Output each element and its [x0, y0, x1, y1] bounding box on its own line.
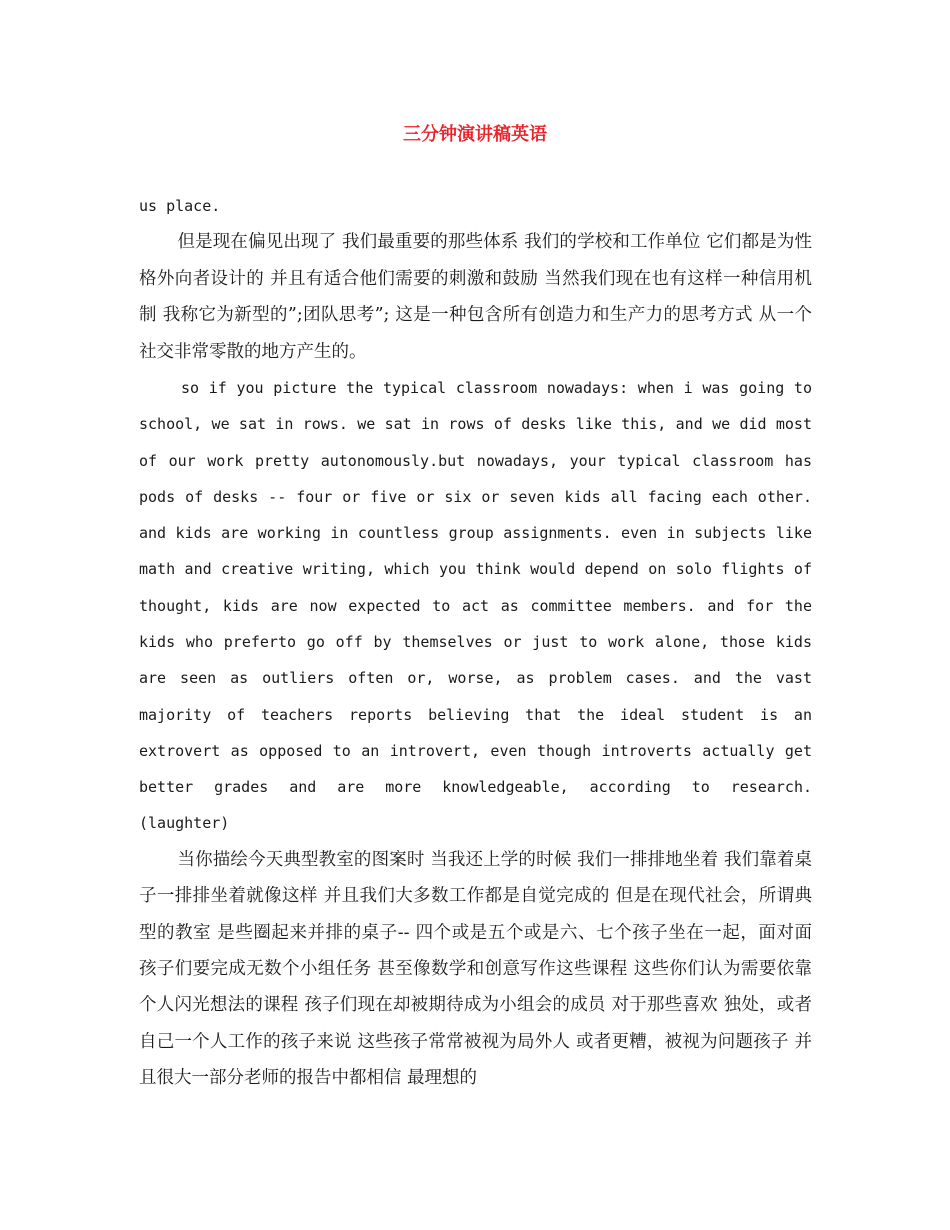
document-title: 三分钟演讲稿英语	[403, 124, 547, 145]
document-body	[139, 188, 812, 1097]
paragraph-english-1: so if you picture the typical classroom nowadays: when i was going to school, we sat in rows. we sat in rows of desks like this, and we did most of our work pretty autonomously.but nowadays, your typical classroom has pods of desks -- four or five or six or seven kids all facing each other. and kids are working in countless group assignments. even in subjects like math and creative writing, which you think would depend on solo flights of thought, kids are now expected to act as committee members. and for the kids who preferto go off by themselves or just to work alone, those kids are seen as outliers often or, worse, as problem cases. and the vast majority of teachers reports believing that the ideal student is an extrovert as opposed to an introvert, even though introverts actually get better grades and are more knowledgeable, according to research. (laughter)	[139, 378, 812, 833]
paragraph-continuation: us place.	[139, 197, 221, 215]
paragraph-chinese-1: 但是现在偏见出现了 我们最重要的那些体系 我们的学校和工作单位 它们都是为性格外向者设计的 并且有适合他们需要的刺激和鼓励 当然我们现在也有这样一种信用机制 我称它为新型的”;团队思考”; 这是一种包含所有创造力和生产力的思考方式 从一个社交非常零散的地方产生的。	[139, 232, 812, 362]
paragraph-chinese-2: 当你描绘今天典型教室的图案时 当我还上学的时候 我们一排排地坐着 我们靠着桌子一排排坐着就像这样 并且我们大多数工作都是自觉完成的 但是在现代社会，所谓典型的教室 是些圈起来并排的桌子-- 四个或是五个或是六、七个孩子坐在一起，面对面 孩子们要完成无数个小组任务 甚至像数学和创意写作这些课程 这些你们认为需要依靠个人闪光想法的课程 孩子们现在却被期待成为小组会的成员 对于那些喜欢 独处，或者自己一个人工作的孩子来说 这些孩子常常被视为局外人 或者更糟，被视为问题孩子 并且很大一部分老师的报告中都相信 最理想的	[139, 849, 812, 1089]
